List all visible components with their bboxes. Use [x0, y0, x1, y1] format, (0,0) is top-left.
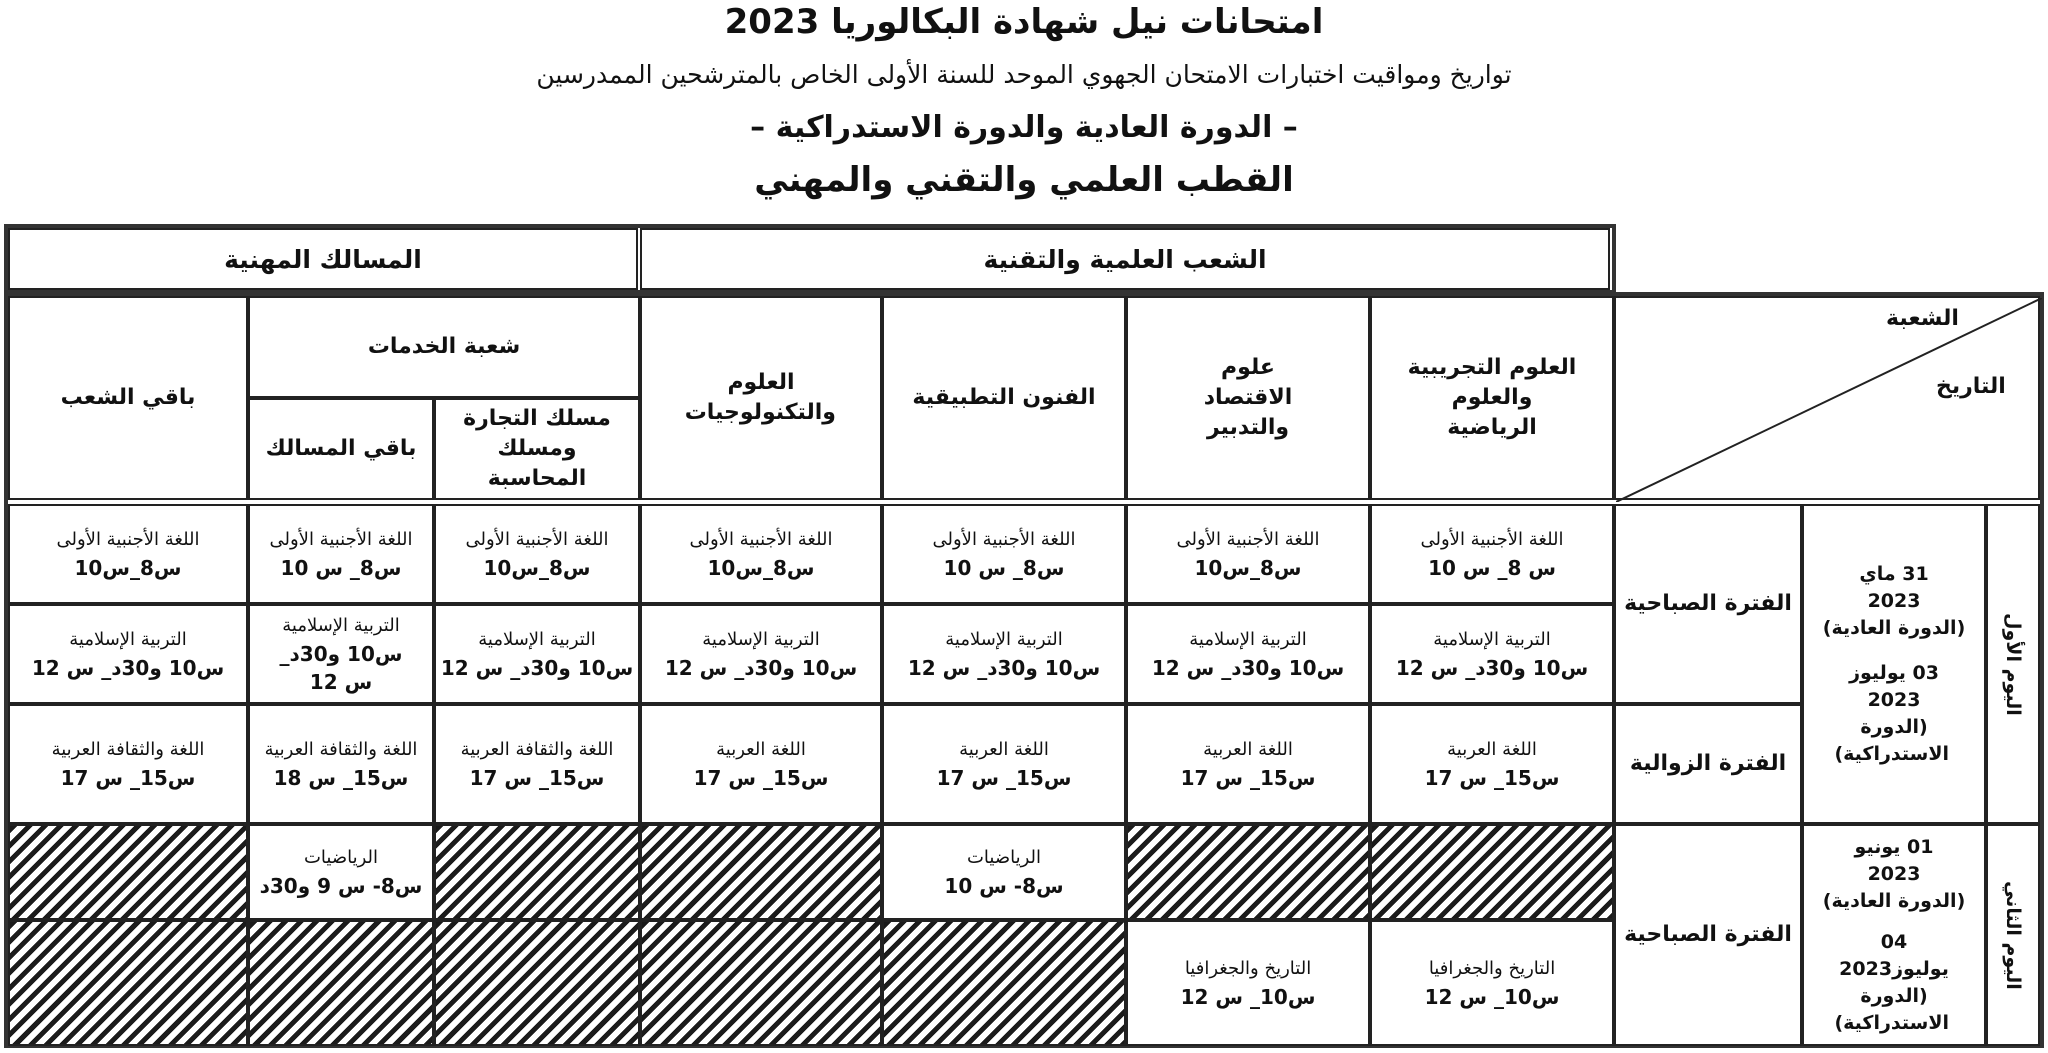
group-scientific-header: الشعب العلمية والتقنية	[640, 228, 1610, 290]
d1-r1-arts: اللغة الأجنبية الأولى س8_ س 10	[882, 504, 1126, 604]
day1-date-regular: 31 ماي 2023	[1859, 562, 1929, 612]
d1-r3-other-paths: اللغة والثقافة العربية س15_ س 18	[248, 704, 434, 824]
d2-ra-arts-math: الرياضيات س8- س 10	[882, 824, 1126, 920]
corner-date-label: التاريخ	[1936, 374, 2006, 399]
day1-period-afternoon: الفترة الزوالية	[1614, 704, 1802, 824]
d1-r3-technology: اللغة العربية س15_ س 17	[640, 704, 882, 824]
day2-session-regular: (الدورة العادية)	[1822, 889, 1966, 912]
d1-r2-other-paths: التربية الإسلامية س10 و30د_ س 12	[248, 604, 434, 704]
d1-r1-economics: اللغة الأجنبية الأولى س8_س10	[1126, 504, 1370, 604]
day2-period-morning: الفترة الصباحية	[1614, 824, 1802, 1046]
d1-r2-sciences: التربية الإسلامية س10 و30د_ س 12	[1370, 604, 1614, 704]
d2-rb-sciences-history: التاريخ والجغرافيا س10_ س 12	[1370, 920, 1614, 1046]
day2-date-makeup: 04 يوليوز2023	[1839, 930, 1949, 980]
day1-period-morning: الفترة الصباحية	[1614, 504, 1802, 704]
day1-session-regular: (الدورة العادية)	[1822, 616, 1966, 639]
page-title: امتحانات نيل شهادة البكالوريا 2023	[724, 2, 1324, 42]
d1-r1-technology: اللغة الأجنبية الأولى س8_س10	[640, 504, 882, 604]
d1-r2-other-branches: التربية الإسلامية س10 و30د_ س 12	[8, 604, 248, 704]
col-header-commerce: مسلك التجارة ومسلك المحاسبة	[434, 398, 640, 500]
d1-r2-commerce: التربية الإسلامية س10 و30د_ س 12	[434, 604, 640, 704]
d2-ra-economics-hatched	[1126, 824, 1370, 920]
group-professional-header: المسالك المهنية	[8, 228, 638, 290]
d2-rb-economics-history: التاريخ والجغرافيا س10_ س 12	[1126, 920, 1370, 1046]
page-subtitle: تواريخ ومواقيت اختبارات الامتحان الجهوي الموحد للسنة الأولى الخاص بالمترشحين الممدرسين	[536, 60, 1512, 89]
d1-r1-other-paths: اللغة الأجنبية الأولى س8_ س 10	[248, 504, 434, 604]
day2-date-regular: 01 يونيو 2023	[1854, 835, 1934, 885]
d1-r2-arts: التربية الإسلامية س10 و30د_ س 12	[882, 604, 1126, 704]
col-header-economics: علوم الاقتصاد والتدبير	[1126, 296, 1370, 500]
col-header-sciences: العلوم التجريبية والعلوم الرياضية	[1370, 296, 1614, 500]
d1-r3-economics: اللغة العربية س15_ س 17	[1126, 704, 1370, 824]
day1-session-makeup: (الدورة الاستدراكية)	[1834, 715, 1950, 765]
d2-ra-commerce-hatched	[434, 824, 640, 920]
d1-r2-technology: التربية الإسلامية س10 و30د_ س 12	[640, 604, 882, 704]
d2-ra-technology-hatched	[640, 824, 882, 920]
col-header-other-branches: باقي الشعب	[8, 296, 248, 500]
col-header-services: شعبة الخدمات	[248, 296, 640, 398]
d2-rb-other-branches-hatched	[8, 920, 248, 1046]
day1-dates	[1802, 504, 1986, 824]
corner-header	[1614, 296, 2040, 500]
sessions-heading: – الدورة العادية والدورة الاستدراكية –	[750, 110, 1298, 145]
corner-branch-label: الشعبة	[1886, 306, 1959, 331]
d1-r3-other-branches: اللغة والثقافة العربية س15_ س 17	[8, 704, 248, 824]
d2-ra-other-paths-math: الرياضيات س8- س 9 و30د	[248, 824, 434, 920]
d1-r3-arts: اللغة العربية س15_ س 17	[882, 704, 1126, 824]
col-header-other-paths: باقي المسالك	[248, 398, 434, 500]
day1-date-makeup: 03 يوليوز 2023	[1849, 661, 1939, 711]
d1-r2-economics: التربية الإسلامية س10 و30د_ س 12	[1126, 604, 1370, 704]
day1-label: اليوم الأول	[1986, 504, 2040, 824]
d2-rb-commerce-hatched	[434, 920, 640, 1046]
d1-r3-sciences: اللغة العربية س15_ س 17	[1370, 704, 1614, 824]
pole-heading: القطب العلمي والتقني والمهني	[754, 160, 1294, 200]
d2-rb-other-paths-hatched	[248, 920, 434, 1046]
day2-label: اليوم الثاني	[1986, 824, 2040, 1046]
d2-rb-arts-hatched	[882, 920, 1126, 1046]
day2-session-makeup: (الدورة الاستدراكية)	[1834, 984, 1950, 1034]
d2-rb-technology-hatched	[640, 920, 882, 1046]
day2-dates	[1802, 824, 1986, 1046]
d1-r1-other-branches: اللغة الأجنبية الأولى س8_س10	[8, 504, 248, 604]
col-header-arts: الفنون التطبيقية	[882, 296, 1126, 500]
d2-ra-sciences-hatched	[1370, 824, 1614, 920]
d1-r1-commerce: اللغة الأجنبية الأولى س8_س10	[434, 504, 640, 604]
d2-ra-other-branches-hatched	[8, 824, 248, 920]
col-header-technology: العلوم والتكنولوجيات	[640, 296, 882, 500]
d1-r1-sciences: اللغة الأجنبية الأولى س 8_ س 10	[1370, 504, 1614, 604]
d1-r3-commerce: اللغة والثقافة العربية س15_ س 17	[434, 704, 640, 824]
